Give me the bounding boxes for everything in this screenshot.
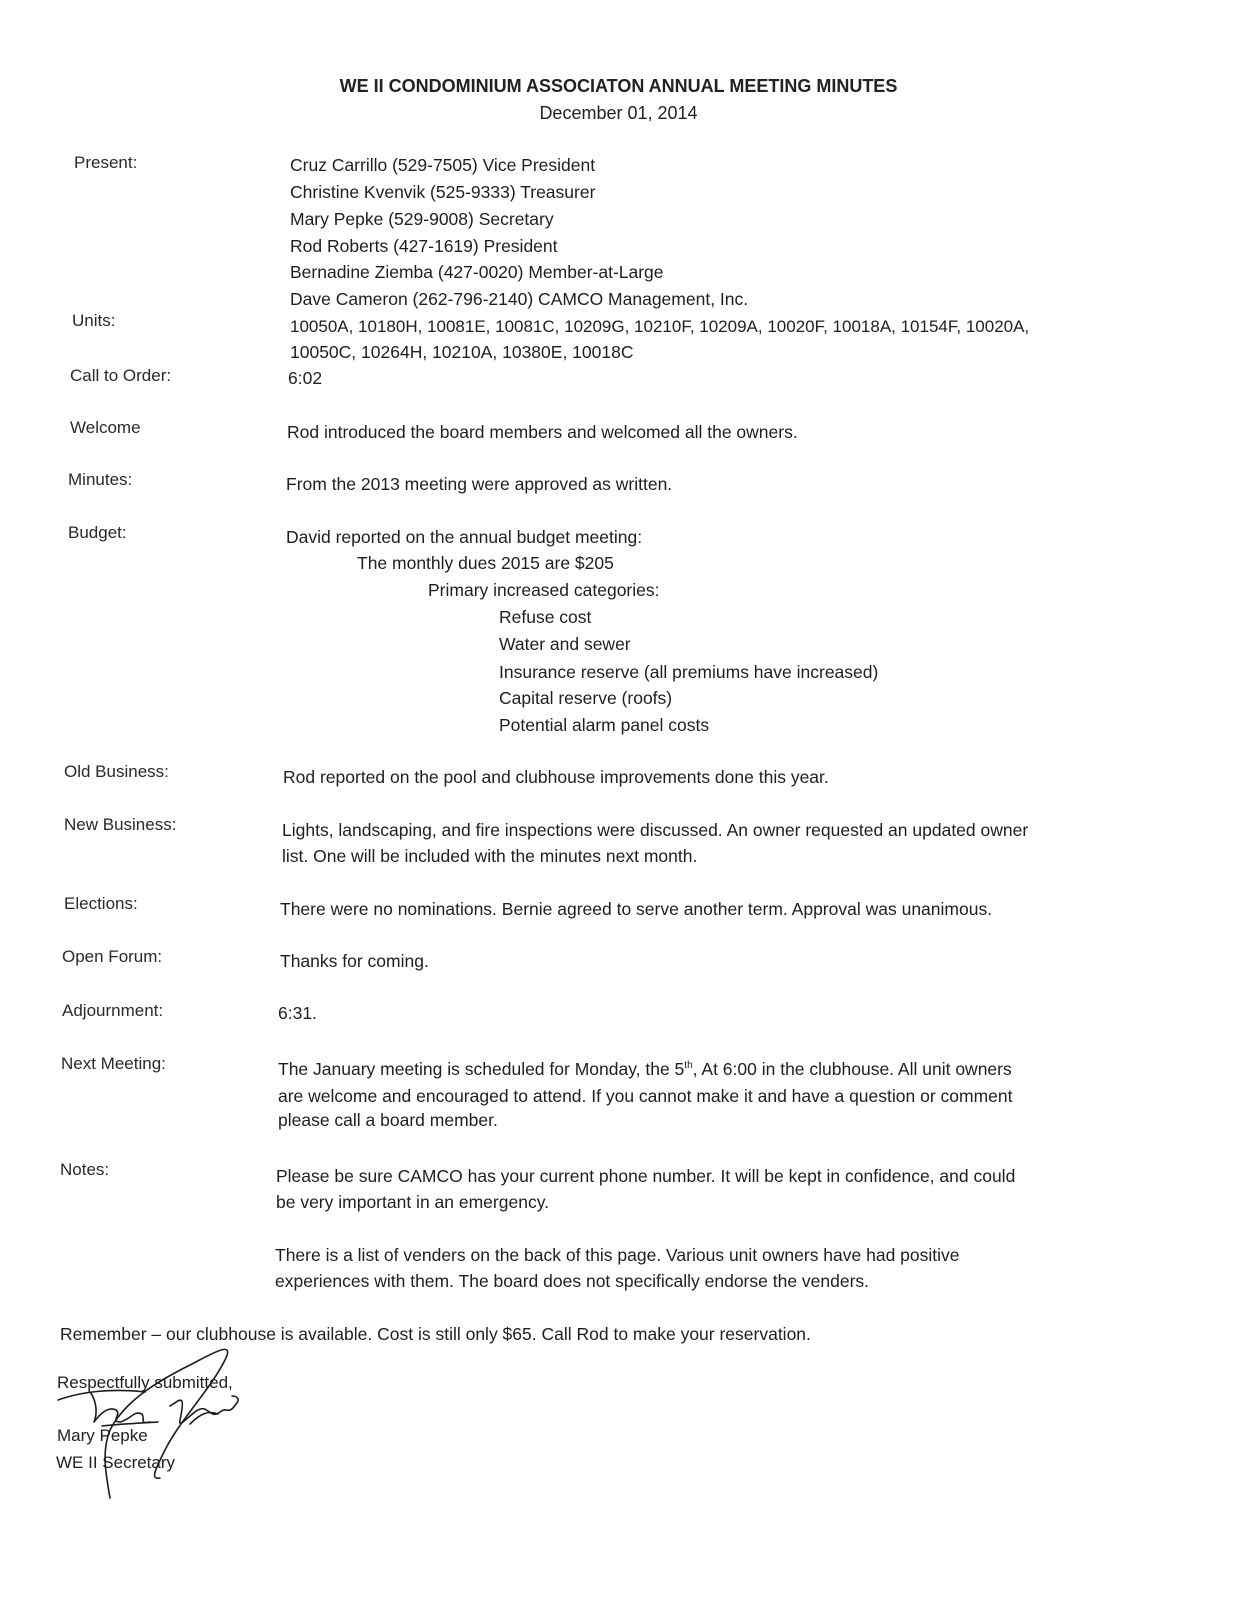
open-forum-label: Open Forum: — [62, 947, 163, 966]
units-list-line2: 10050C, 10264H, 10210A, 10380E, 10018C — [290, 342, 634, 362]
minutes-label: Minutes: — [68, 470, 133, 489]
notes-p1-line1: Please be sure CAMCO has your current phone number. It will be kept in confidence, and could — [276, 1166, 1016, 1186]
present-member: Bernadine Ziemba (427-0020) Member-at-Large — [290, 262, 664, 282]
open-forum-text: Thanks for coming. — [280, 951, 429, 971]
document-date: December 01, 2014 — [539, 103, 698, 123]
present-member: Cruz Carrillo (529-7505) Vice President — [290, 155, 596, 175]
next-meeting-line3: please call a board member. — [278, 1110, 498, 1130]
next-meeting-line2: are welcome and encouraged to attend. If you cannot make it and have a question or comment — [278, 1086, 1013, 1106]
secretary-name: Mary Pepke — [57, 1426, 148, 1445]
budget-category: Refuse cost — [499, 607, 592, 627]
elections-text: There were no nominations. Bernie agreed to serve another term. Approval was unanimous. — [280, 899, 993, 919]
notes-p2-line2: experiences with them. The board does not specifically endorse the venders. — [275, 1271, 870, 1291]
notes-p2-line1: There is a list of venders on the back of this page. Various unit owners have had positive — [275, 1245, 960, 1265]
budget-category: Potential alarm panel costs — [499, 715, 710, 735]
document-title: WE II CONDOMINIUM ASSOCIATON ANNUAL MEETING MINUTES — [339, 76, 898, 96]
budget-label: Budget: — [68, 523, 127, 542]
adjournment-time: 6:31. — [278, 1003, 317, 1023]
units-label: Units: — [72, 311, 116, 330]
adjournment-label: Adjournment: — [62, 1001, 164, 1020]
units-list-line1: 10050A, 10180H, 10081E, 10081C, 10209G, 10210F, 10209A, 10020F, 10018A, 10154F, 10020A, — [290, 317, 1030, 336]
secretary-title: WE II Secretary — [56, 1453, 176, 1472]
budget-category: Insurance reserve (all premiums have increased) — [499, 662, 879, 682]
present-label: Present: — [74, 153, 138, 172]
closing-salutation: Respectfully submitted, — [57, 1373, 233, 1392]
new-business-label: New Business: — [64, 815, 177, 834]
budget-intro: David reported on the annual budget meeting: — [286, 527, 643, 547]
old-business-text: Rod reported on the pool and clubhouse improvements done this year. — [283, 767, 829, 787]
clubhouse-reminder: Remember – our clubhouse is available. Cost is still only $65. Call Rod to make your reservation. — [60, 1324, 811, 1344]
present-member: Dave Cameron (262-796-2140) CAMCO Management, Inc. — [290, 289, 749, 309]
budget-category: Water and sewer — [499, 634, 631, 654]
elections-label: Elections: — [64, 894, 138, 913]
present-member: Christine Kvenvik (525-9333) Treasurer — [290, 182, 596, 202]
next-meeting-label: Next Meeting: — [61, 1054, 166, 1073]
new-business-line2: list. One will be included with the minutes next month. — [282, 846, 698, 866]
welcome-label: Welcome — [70, 418, 141, 437]
welcome-text: Rod introduced the board members and welcomed all the owners. — [287, 422, 798, 442]
budget-category: Capital reserve (roofs) — [499, 688, 673, 708]
call-to-order-label: Call to Order: — [70, 366, 172, 385]
present-member: Mary Pepke (529-9008) Secretary — [290, 209, 554, 229]
notes-p1-line2: be very important in an emergency. — [276, 1192, 550, 1212]
handwritten-signature — [50, 1330, 280, 1500]
budget-categories-heading: Primary increased categories: — [428, 580, 660, 600]
next-meeting-line1: The January meeting is scheduled for Monday, the 5th, At 6:00 in the clubhouse. All unit owners — [278, 1059, 1012, 1079]
old-business-label: Old Business: — [64, 762, 169, 781]
new-business-line1: Lights, landscaping, and fire inspections were discussed. An owner requested an updated owner — [282, 820, 1029, 840]
minutes-text: From the 2013 meeting were approved as written. — [286, 474, 673, 494]
present-member: Rod Roberts (427-1619) President — [290, 236, 558, 256]
call-to-order-time: 6:02 — [288, 368, 323, 388]
notes-label: Notes: — [60, 1160, 110, 1179]
budget-dues: The monthly dues 2015 are $205 — [357, 553, 614, 573]
